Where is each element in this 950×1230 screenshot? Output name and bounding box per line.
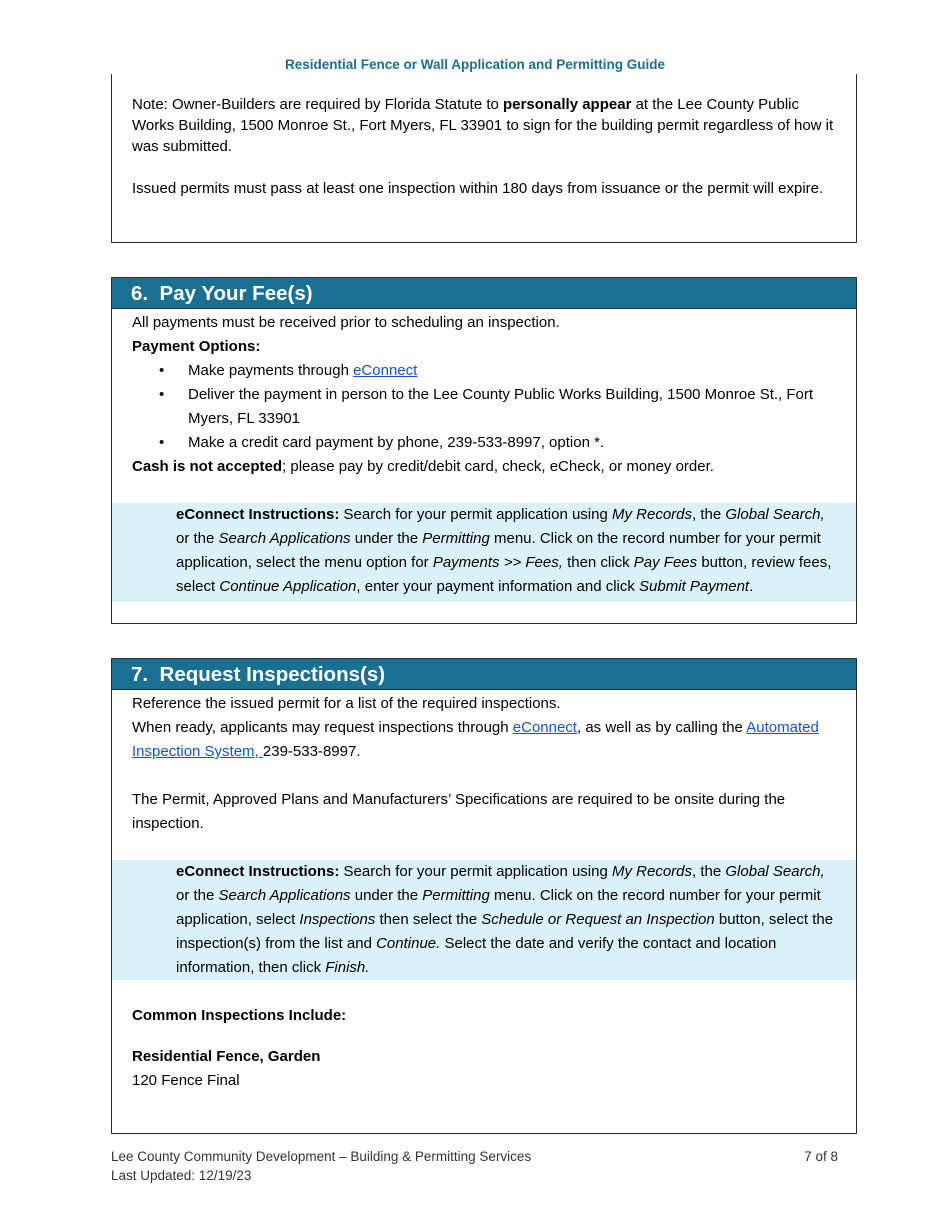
inspection-category: Residential Fence, Garden: [132, 1048, 321, 1065]
note-box: [111, 74, 857, 243]
automated-inspection-system-link[interactable]: Automated Inspection System,: [132, 719, 819, 760]
payment-options-label: Payment Options:: [132, 338, 261, 355]
footer: [111, 1147, 531, 1185]
common-inspections-label: Common Inspections Include:: [132, 1007, 347, 1024]
page-header-title: Residential Fence or Wall Application and Permitting Guide: [284, 57, 666, 72]
page-number: 7 of 8: [804, 1149, 838, 1164]
onsite-requirement: The Permit, Approved Plans and Manufacturers’ Specifications are required to be onsite during the inspection.: [132, 791, 786, 832]
econnect-instructions-payment: eConnect Instructions: Search for your permit application using My Records, the Global Search, or the Search Applications under the Permitting menu. Click on the record number for your permit application, select the menu option for Payments >> Fees, then click Pay Fees button, review fees, select Continue Application, enter your payment information and click Submit Payment.: [112, 503, 856, 602]
list-item: • Deliver the payment in person to the Lee County Public Works Building, 1500 Monroe St., Fort Myers, FL 33901: [159, 386, 814, 427]
payment-intro: All payments must be received prior to scheduling an inspection.: [132, 314, 560, 331]
footer-org: Lee County Community Development – Building & Permitting Services: [111, 1149, 532, 1164]
owner-builder-note: Note: Owner-Builders are required by Florida Statute to personally appear at the Lee County Public Works Building, 1500 Monroe St., Fort Myers, FL 33901 to sign for the building permit regardless of how it was submitted.: [132, 96, 834, 155]
permit-expiry-note: Issued permits must pass at least one inspection within 180 days from issuance or the permit will expire.: [132, 180, 824, 197]
section-6-title: 6. Pay Your Fee(s): [112, 278, 856, 309]
inspection-request-info: When ready, applicants may request inspections through eConnect, as well as by calling the Automated Inspection System, 239-533-8997.: [132, 719, 819, 760]
list-item: • Make payments through eConnect: [159, 362, 418, 379]
section-request-inspections: [111, 658, 857, 1134]
cash-note: Cash is not accepted; please pay by credit/debit card, check, eCheck, or money order.: [132, 458, 714, 475]
payment-options-list: [132, 359, 836, 455]
footer-updated: Last Updated: 12/19/23: [111, 1168, 252, 1183]
list-item: • Make a credit card payment by phone, 239-533-8997, option *.: [159, 434, 605, 451]
section-6-content: [112, 309, 856, 479]
econnect-link[interactable]: eConnect: [353, 362, 418, 379]
inspection-item: 120 Fence Final: [132, 1072, 240, 1089]
common-inspections: [112, 980, 856, 1093]
econnect-link[interactable]: eConnect: [512, 719, 577, 736]
inspection-reference: Reference the issued permit for a list of the required inspections.: [132, 695, 561, 712]
section-7-title: 7. Request Inspections(s): [112, 659, 856, 690]
section-pay-fees: [111, 277, 857, 624]
econnect-instructions-inspections: eConnect Instructions: Search for your permit application using My Records, the Global Search, or the Search Applications under the Permitting menu. Click on the record number for your permit application, select Inspections then select the Schedule or Request an Inspection button, select the inspection(s) from the list and Continue. Select the date and verify the contact and location information, then click Finish.: [112, 860, 856, 980]
section-7-content: [112, 690, 856, 836]
